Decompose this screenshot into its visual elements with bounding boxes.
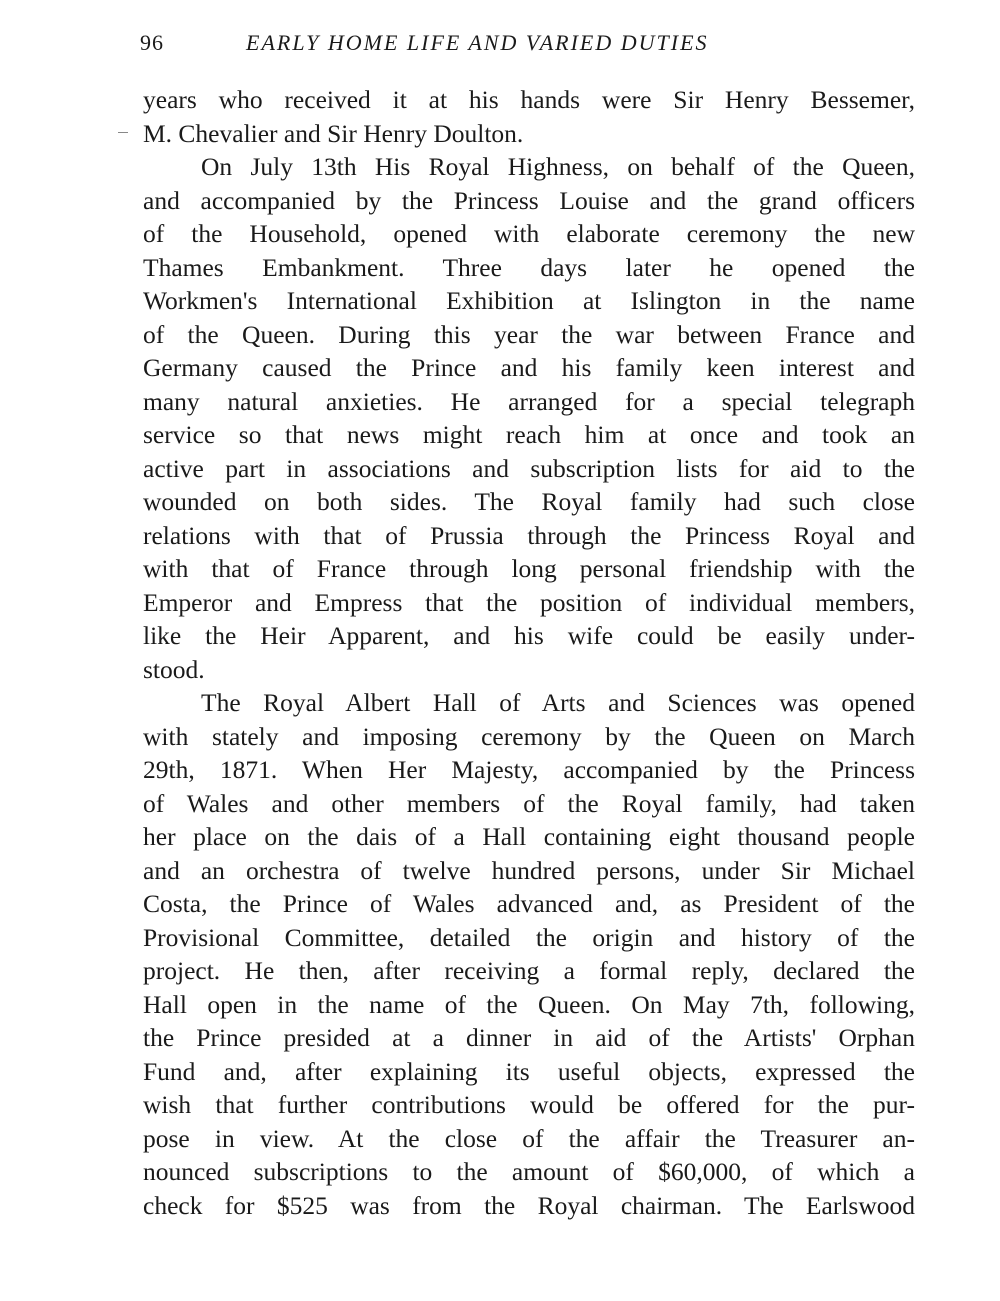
text-line: with stately and imposing ceremony by the Queen on March bbox=[143, 721, 915, 751]
text-line: active part in associations and subscription lists for aid to the bbox=[143, 453, 915, 483]
text-line: of the Queen. During this year the war between France and bbox=[143, 319, 915, 349]
text-line: Provisional Committee, detailed the origin and history of the bbox=[143, 922, 915, 952]
page-number: 96 bbox=[140, 30, 164, 55]
text-line: years who received it at his hands were Sir Henry Bessemer, bbox=[143, 85, 915, 114]
text-line: many natural anxieties. He arranged for a special telegraph bbox=[143, 386, 915, 416]
text-line: with that of France through long personal friendship with the bbox=[143, 554, 915, 583]
body-text bbox=[143, 83, 915, 1222]
text-line: of the Household, opened with elaborate ceremony the new bbox=[143, 219, 915, 248]
text-line: project. He then, after receiving a formal reply, declared the bbox=[143, 956, 915, 985]
text-line: stood. bbox=[143, 654, 205, 684]
text-line: Germany caused the Prince and his family keen interest and bbox=[143, 353, 915, 382]
paragraph-start-line: The Royal Albert Hall of Arts and Sciences was opened bbox=[201, 688, 915, 717]
text-line: check for $525 was from the Royal chairman. The Earlswood bbox=[143, 1190, 915, 1220]
text-line: Hall open in the name of the Queen. On May 7th, following, bbox=[143, 989, 915, 1019]
text-line: 29th, 1871. When Her Majesty, accompanied by the Princess bbox=[143, 755, 915, 784]
running-head bbox=[140, 30, 915, 64]
text-line: and accompanied by the Princess Louise and the grand officers bbox=[143, 185, 915, 215]
text-line: nounced subscriptions to the amount of $60,000, of which a bbox=[143, 1157, 915, 1186]
text-line: wish that further contributions would be offered for the pur- bbox=[143, 1090, 915, 1119]
text-line: Workmen's International Exhibition at Islington in the name bbox=[143, 286, 915, 315]
paragraph-start-line: On July 13th His Royal Highness, on behalf of the Queen, bbox=[201, 152, 915, 181]
text-line: Fund and, after explaining its useful objects, expressed the bbox=[143, 1056, 915, 1086]
text-line: of Wales and other members of the Royal family, had taken bbox=[143, 788, 915, 818]
text-line: wounded on both sides. The Royal family had such close bbox=[143, 487, 915, 516]
text-line: pose in view. At the close of the affair the Treasurer an- bbox=[143, 1123, 915, 1153]
text-line: Thames Embankment. Three days later he opened the bbox=[143, 252, 915, 282]
text-line: service so that news might reach him at once and took an bbox=[143, 420, 915, 449]
text-line: M. Chevalier and Sir Henry Doulton. bbox=[143, 118, 524, 148]
margin-mark bbox=[118, 132, 128, 133]
text-line: Costa, the Prince of Wales advanced and, as President of the bbox=[143, 889, 915, 918]
text-line: Emperor and Empress that the position of individual members, bbox=[143, 587, 915, 617]
text-line: the Prince presided at a dinner in aid of the Artists' Orphan bbox=[143, 1023, 915, 1052]
running-title: EARLY HOME LIFE AND VARIED DUTIES bbox=[246, 30, 709, 55]
text-line: like the Heir Apparent, and his wife could be easily under- bbox=[143, 621, 915, 650]
text-line: her place on the dais of a Hall containing eight thousand people bbox=[143, 822, 915, 851]
text-line: and an orchestra of twelve hundred persons, under Sir Michael bbox=[143, 855, 915, 885]
text-line: relations with that of Prussia through the Princess Royal and bbox=[143, 520, 915, 550]
